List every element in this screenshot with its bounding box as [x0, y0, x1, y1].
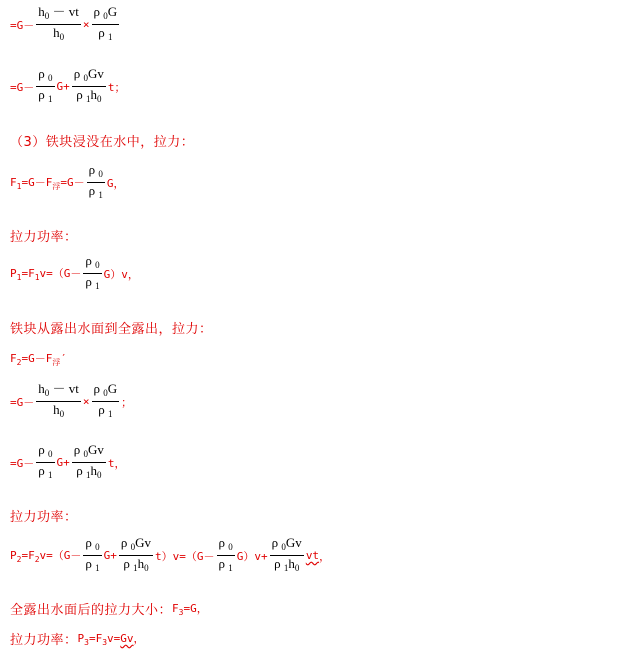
eq-text: G+ — [56, 456, 70, 469]
equation-line-4 — [10, 162, 124, 203]
eq-text: $F_3=G$， — [172, 602, 208, 617]
fraction: $\frac{\rho _0Gv}{\rho _1h_0}$ — [73, 442, 104, 480]
eq-text: $P_1=F_1v=(G-$ — [10, 267, 82, 282]
eq-text: G）v+ — [236, 549, 268, 563]
fraction: $\frac{h_0 - vt}{h_0}$ — [38, 4, 79, 42]
equation-line-6 — [10, 253, 139, 294]
eq-text: $F_1=G-F_浮=G-$ — [10, 175, 85, 191]
fraction: $\frac{h_0 - vt}{h_0}$ — [38, 381, 79, 419]
times-sign: × — [82, 395, 90, 408]
eq-prefix: =G－ — [10, 456, 35, 470]
equation-line-13 — [10, 599, 208, 618]
equation-line-2 — [10, 66, 126, 107]
text-label: 全露出水面后的拉力大小： — [10, 603, 173, 618]
eq-text: $F_2=G-F_浮'$ — [10, 352, 67, 367]
eq-text: $P_2=F_2v=(G-$ — [10, 549, 82, 564]
equation-line-8 — [10, 350, 67, 368]
eq-prefix: =G－ — [10, 18, 35, 32]
section-heading: （3）铁块浸没在水中，拉力： — [10, 135, 195, 150]
eq-prefix: =G－ — [10, 395, 35, 409]
fraction: $\frac{\rho _0}{\rho _1}$ — [218, 535, 233, 573]
eq-text: t）v=（G－ — [155, 549, 215, 563]
equation-line-12 — [10, 535, 330, 576]
fraction: $\frac{\rho _0}{\rho _1}$ — [85, 253, 100, 291]
eq-text: vt — [305, 549, 320, 562]
fraction: $\frac{\rho _0Gv}{\rho _1h_0}$ — [271, 535, 302, 573]
eq-text: t； — [107, 80, 126, 94]
fraction: $\frac{\rho _0G}{\rho _1}$ — [93, 381, 118, 419]
fraction: $\frac{\rho _0}{\rho _1}$ — [88, 162, 103, 200]
eq-text: G+ — [103, 549, 117, 562]
fraction: $\frac{\rho _0}{\rho _1}$ — [38, 66, 53, 104]
equation-line-9 — [10, 381, 132, 422]
eq-text: ； — [121, 395, 133, 409]
fraction: $\frac{\rho _0Gv}{\rho _1h_0}$ — [73, 66, 104, 104]
fraction: $\frac{\rho _0}{\rho _1}$ — [85, 535, 100, 573]
fraction: $\frac{\rho _0G}{\rho _1}$ — [93, 4, 118, 42]
equation-line-1 — [10, 4, 121, 45]
section-label: 拉力功率： — [10, 230, 78, 245]
eq-text: ， — [319, 549, 331, 563]
eq-text: G+ — [56, 80, 70, 93]
section-heading: 铁块从露出水面到全露出，拉力： — [10, 322, 213, 337]
eq-text: G）v， — [103, 267, 139, 281]
equation-line-14 — [10, 629, 145, 648]
fraction: $\frac{\rho _0}{\rho _1}$ — [38, 442, 53, 480]
fraction: $\frac{\rho _0Gv}{\rho _1h_0}$ — [120, 535, 152, 573]
eq-prefix: =G－ — [10, 80, 35, 94]
eq-text: $P_3=F_3v=Gv$， — [77, 632, 145, 647]
eq-text: t， — [107, 456, 126, 470]
times-sign: × — [82, 18, 90, 31]
section-label: 拉力功率： — [10, 510, 78, 525]
equation-line-10 — [10, 442, 126, 483]
eq-text: G， — [106, 176, 125, 190]
text-label: 拉力功率： — [10, 633, 78, 648]
